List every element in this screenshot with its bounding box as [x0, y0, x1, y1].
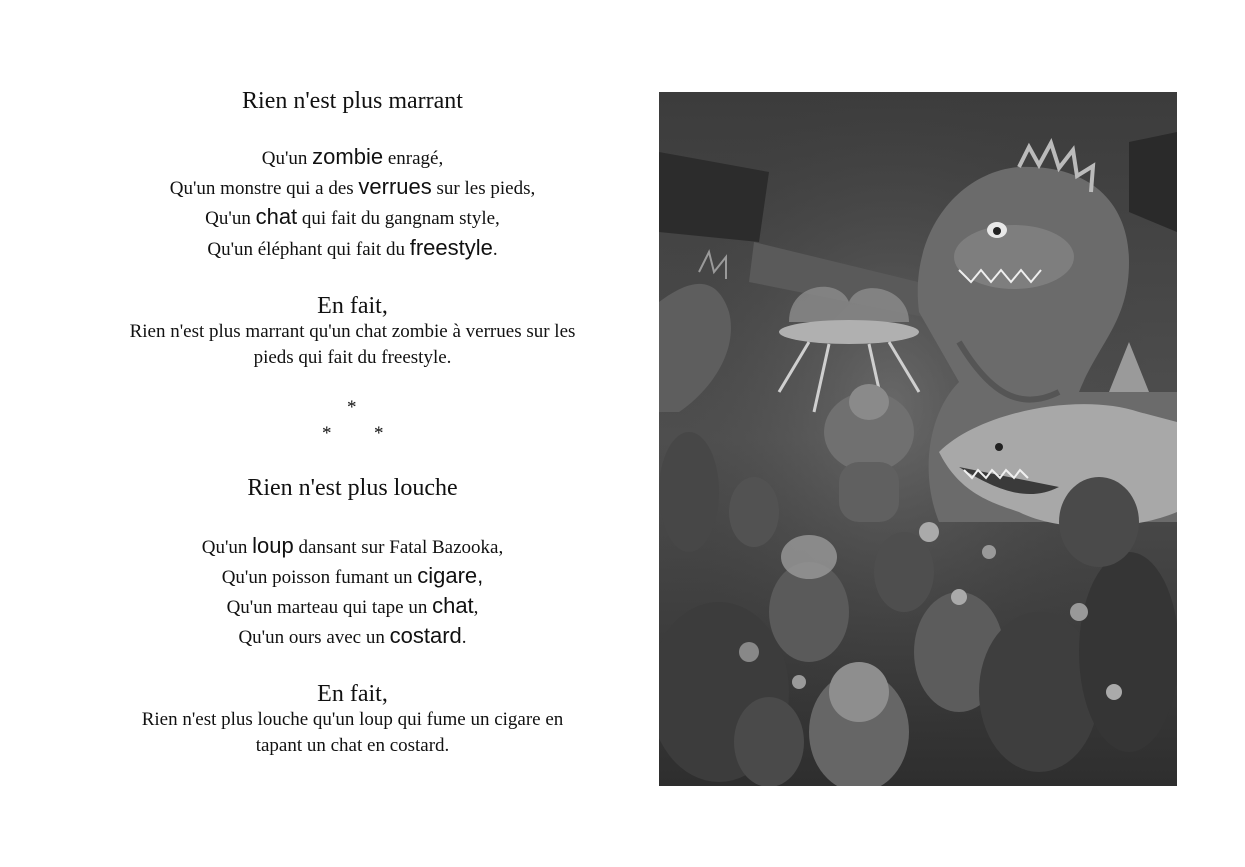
stanza1-en-fait: En fait, — [317, 293, 388, 319]
stanza2-line-1: Qu'un loup dansant sur Fatal Bazooka, — [201, 533, 504, 558]
stanza1-conclusion-2: pieds qui fait du freestyle. — [253, 347, 452, 368]
stanza1-line-1: Qu'un zombie enragé, — [261, 144, 444, 169]
stanza2-conclusion-1: Rien n'est plus louche qu'un loup qui fume un cigare en — [141, 709, 564, 730]
stanza2-line-2: Qu'un poisson fumant un cigare, — [221, 563, 484, 588]
separator-star-right: * — [374, 423, 384, 444]
separator-star-left: * — [322, 423, 332, 444]
stanza2-conclusion-2: tapant un chat en costard. — [255, 735, 450, 756]
stanza2-line-4: Qu'un ours avec un costard. — [238, 623, 467, 648]
stanza2-title: Rien n'est plus louche — [247, 475, 458, 501]
stanza1-line-4: Qu'un éléphant qui fait du freestyle. — [207, 235, 498, 260]
separator-star-top: * — [347, 397, 357, 418]
stanza2-line-3: Qu'un marteau qui tape un chat, — [226, 593, 479, 618]
stanza1-title: Rien n'est plus marrant — [242, 88, 463, 114]
monster-illustration — [659, 92, 1177, 786]
stanza1-line-2: Qu'un monstre qui a des verrues sur les pieds, — [169, 174, 536, 199]
stanza2-en-fait: En fait, — [317, 681, 388, 707]
stanza1-line-3: Qu'un chat qui fait du gangnam style, — [205, 204, 500, 229]
stanza1-conclusion-1: Rien n'est plus marrant qu'un chat zombie à verrues sur les — [129, 321, 576, 342]
